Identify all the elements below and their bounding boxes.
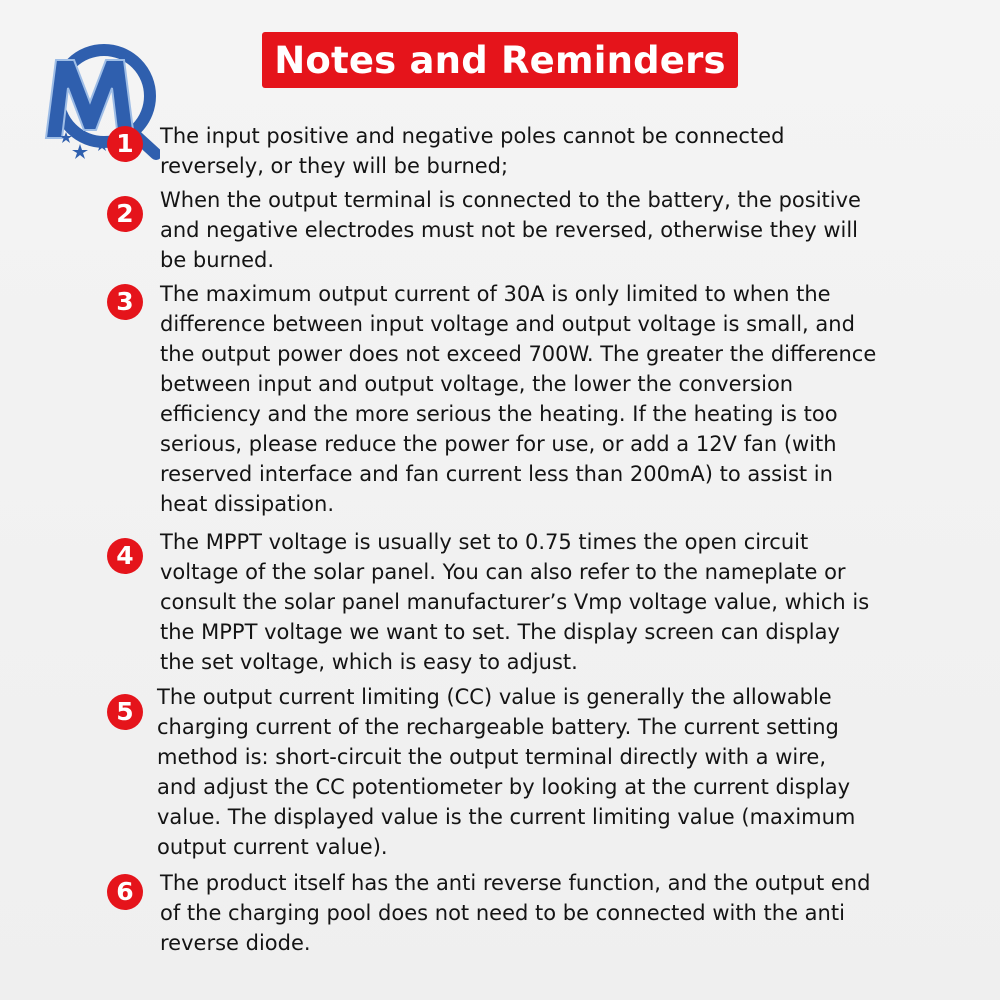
note-text: The product itself has the anti reverse function, and the output end of the charging pool does not need to be connected with the anti reverse diode. xyxy=(160,871,871,955)
title-banner xyxy=(262,32,738,88)
note-text: The output current limiting (CC) value is generally the allowable charging current of the rechargeable battery. The current setting method is: short-circuit the output terminal directly with a wire, and adjust the CC potentiometer by looking at the current display value. The displayed value is the current limiting value (maximum output current value). xyxy=(157,685,856,859)
note-text: When the output terminal is connected to the battery, the positive and negative electrodes must not be reversed, otherwise they will be burned. xyxy=(160,188,861,272)
number-badge: 3 xyxy=(107,284,143,320)
number-badge: 5 xyxy=(107,694,143,730)
number-badge: 4 xyxy=(107,538,143,574)
number-badge: 2 xyxy=(107,196,143,232)
note-text: The maximum output current of 30A is only limited to when the difference between input voltage and output voltage is small, and the output power does not exceed 700W. The greater the difference between input and output voltage, the lower the conversion efficiency and the more serious the heating. If the heating is too serious, please reduce the power for use, or add a 12V fan (with reserved interface and fan current less than 200mA) to assist in heat dissipation. xyxy=(160,282,877,516)
note-text: The MPPT voltage is usually set to 0.75 times the open circuit voltage of the solar panel. You can also refer to the nameplate or consult the solar panel manufacturer’s Vmp voltage value, which is the MPPT voltage we want to set. The display screen can display the set voltage, which is easy to adjust. xyxy=(160,530,870,674)
number-badge: 1 xyxy=(107,126,143,162)
page-title: Notes and Reminders xyxy=(274,38,726,82)
note-text: The input positive and negative poles cannot be connected reversely, or they will be burned; xyxy=(160,124,785,178)
number-badge: 6 xyxy=(107,874,143,910)
